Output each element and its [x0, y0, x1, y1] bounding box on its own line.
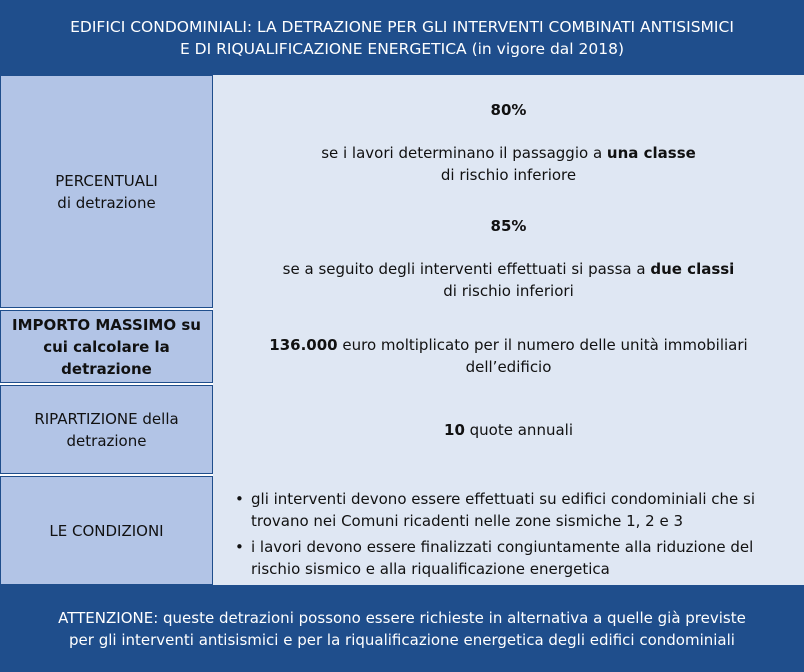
attention-line-2: per gli interventi antisismici e per la riqualificazione energetica degli edifici condominiali [69, 630, 735, 649]
quote-count: 10 [444, 420, 465, 439]
percent-85: 85% [490, 217, 527, 235]
value-ripartizione: 10 quote annuali [444, 420, 573, 439]
title-line-1: EDIFICI CONDOMINIALI: LA DETRAZIONE PER GLI INTERVENTI COMBINATI ANTISISMICI [70, 17, 734, 36]
condition-item: • i lavori devono essere finalizzati congiuntamente alla riduzione del rischio sismico e alla riqualificazione energetica [231, 536, 796, 580]
value-percentuali [213, 75, 804, 308]
label-percentuali-line1: PERCENTUALI [55, 171, 158, 190]
conditions-list [231, 488, 796, 580]
percent-80: 80% [490, 101, 527, 119]
desc-80: se i lavori determinano il passaggio a una classe di rischio inferiore [321, 144, 696, 184]
title-banner [0, 0, 804, 75]
value-condizioni [213, 476, 804, 585]
row-condizioni [0, 476, 804, 585]
attention-line-1: ATTENZIONE: queste detrazioni possono essere richieste in alternativa a quelle già previste [58, 608, 746, 627]
attention-banner [0, 585, 804, 672]
detail-table [0, 75, 804, 585]
condition-item: • gli interventi devono essere effettuati su edifici condominiali che si trovano nei Comuni ricadenti nelle zone sismiche 1, 2 e 3 [231, 488, 796, 532]
value-importo: 136.000 euro moltiplicato per il numero delle unità immobiliari dell’edificio [269, 336, 748, 376]
label-condizioni: LE CONDIZIONI [0, 476, 213, 585]
row-importo [0, 310, 804, 383]
row-percentuali [0, 75, 804, 308]
importo-amount: 136.000 [269, 336, 338, 354]
label-percentuali-line2: di detrazione [57, 193, 156, 212]
label-ripartizione: RIPARTIZIONE della detrazione [0, 385, 213, 474]
title-line-2: E DI RIQUALIFICAZIONE ENERGETICA (in vigore dal 2018) [179, 39, 625, 58]
row-ripartizione [0, 385, 804, 474]
desc-85: se a seguito degli interventi effettuati si passa a due classi di rischio inferiori [282, 260, 735, 300]
label-importo: IMPORTO MASSIMO su cui calcolare la detrazione [0, 310, 213, 383]
label-percentuali [0, 75, 213, 308]
